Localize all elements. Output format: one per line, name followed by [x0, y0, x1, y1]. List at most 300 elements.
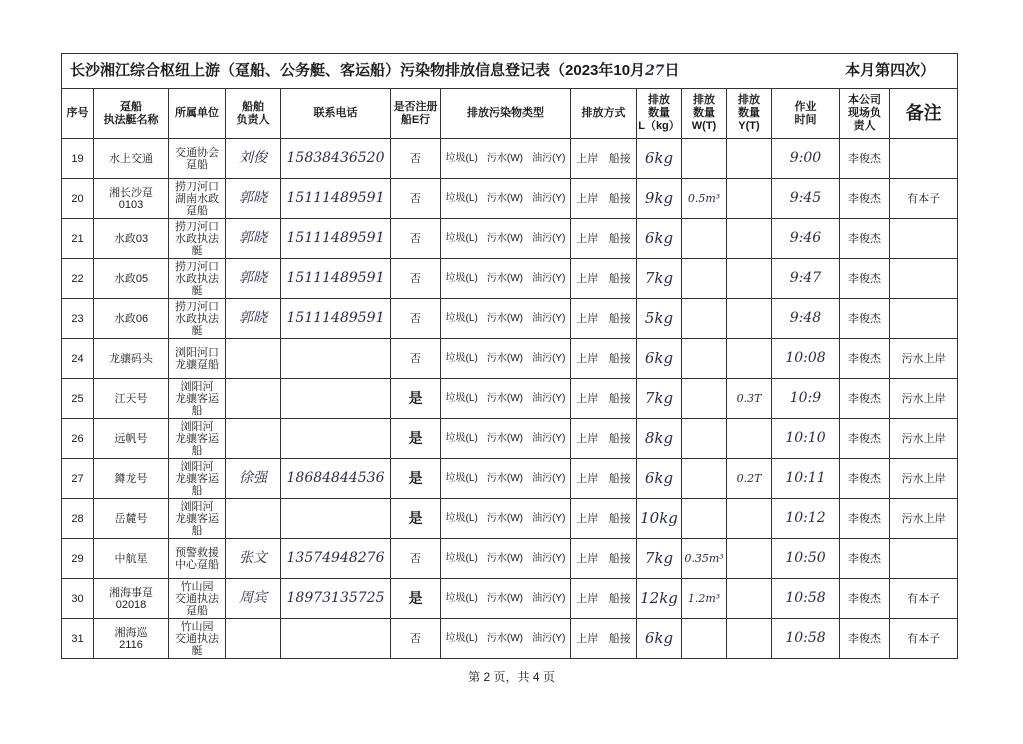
cell-registered-text: 否 [410, 272, 421, 285]
cell-time-text: 9:46 [789, 230, 822, 246]
cell-phone [281, 379, 391, 419]
cell-seq-text: 24 [71, 352, 84, 365]
pollutant-option-sewage: 污水(W) [486, 512, 523, 524]
cell-time-text: 9:00 [789, 150, 822, 166]
pollutant-option-oil: 油污(Y) [532, 552, 566, 564]
cell-seq-text: 26 [71, 432, 84, 445]
cell-vessel-name [94, 299, 169, 339]
cell-registered [391, 539, 441, 579]
cell-qty-w [682, 419, 727, 459]
cell-pollutant-type [441, 219, 571, 259]
header-time: 作业 时间 [772, 89, 840, 139]
pollutant-option-oil: 油污(Y) [532, 432, 566, 444]
cell-seq-text: 22 [71, 272, 84, 285]
cell-unit-text: 浏阳河 龙骧客运 船 [175, 500, 219, 537]
cell-onsite-text: 李俊杰 [848, 392, 881, 405]
header-registered: 是否注册 船E行 [391, 89, 441, 139]
table-row [62, 499, 958, 539]
cell-owner [226, 139, 281, 179]
cell-qty-l-text: 6kg [644, 468, 674, 487]
header-qty-y: 排放 数量 Y(T) [727, 89, 772, 139]
cell-unit-text: 竹山园 交通执法 趸船 [175, 580, 219, 617]
cell-remark [890, 219, 958, 259]
cell-phone-text: 15111489591 [286, 270, 385, 286]
cell-registered [391, 499, 441, 539]
cell-vessel-name-text: 水政05 [113, 272, 149, 285]
title-main: 长沙湘江综合枢纽上游（趸船、公务艇、客运船）污染物排放信息登记表（2023年10月 [70, 62, 646, 79]
cell-time [772, 339, 840, 379]
table-row [62, 539, 958, 579]
cell-vessel-name [94, 419, 169, 459]
cell-seq [62, 179, 94, 219]
method-option-shore: 上岸 [576, 152, 599, 165]
cell-remark-text: 污水上岸 [901, 512, 946, 525]
pollutant-option-garbage: 垃圾(L) [445, 152, 478, 164]
cell-seq [62, 579, 94, 619]
cell-remark [890, 539, 958, 579]
cell-registered-text: 否 [410, 192, 421, 205]
cell-qty-l [637, 259, 682, 299]
cell-unit-text: 捞刀河口 湖南水政 趸船 [175, 180, 219, 217]
method-option-shore: 上岸 [576, 472, 599, 485]
cell-remark-text: 有本子 [907, 632, 941, 645]
pollutant-option-sewage: 污水(W) [486, 392, 523, 404]
cell-time [772, 139, 840, 179]
cell-onsite [840, 579, 890, 619]
table-row [62, 459, 958, 499]
cell-method [571, 299, 637, 339]
cell-owner [226, 379, 281, 419]
cell-phone [281, 539, 391, 579]
cell-remark-text: 污水上岸 [901, 472, 946, 485]
table-row [62, 579, 958, 619]
header-qty-w: 排放 数量 W(T) [682, 89, 727, 139]
cell-qty-l-text: 7kg [644, 548, 674, 567]
header-method: 排放方式 [571, 89, 637, 139]
cell-qty-l-text: 7kg [644, 268, 674, 287]
pollutant-option-garbage: 垃圾(L) [445, 352, 478, 364]
cell-qty-y [727, 139, 772, 179]
cell-phone [281, 459, 391, 499]
cell-time [772, 579, 840, 619]
cell-unit-text: 浏阳河 龙骧客运 船 [175, 460, 219, 497]
cell-qty-l-text: 5kg [644, 308, 674, 327]
pollutant-option-oil: 油污(Y) [532, 232, 566, 244]
cell-method [571, 539, 637, 579]
cell-owner [226, 539, 281, 579]
cell-phone-text: 15111489591 [286, 310, 385, 326]
cell-qty-l [637, 619, 682, 659]
cell-registered [391, 179, 441, 219]
cell-registered-text: 否 [410, 232, 421, 245]
cell-qty-w [682, 339, 727, 379]
cell-phone-text: 15111489591 [286, 230, 385, 246]
cell-registered-text: 是 [408, 389, 423, 406]
cell-qty-y-text: 0.2T [736, 471, 762, 485]
cell-method [571, 219, 637, 259]
cell-remark [890, 459, 958, 499]
cell-remark-text: 有本子 [907, 192, 941, 205]
cell-unit-text: 浏阳河口 龙骧趸船 [175, 346, 219, 371]
cell-owner [226, 459, 281, 499]
cell-unit [169, 299, 226, 339]
cell-time [772, 459, 840, 499]
pollutant-option-oil: 油污(Y) [532, 632, 566, 644]
method-option-shore: 上岸 [576, 632, 599, 645]
method-option-shore: 上岸 [576, 512, 599, 525]
cell-owner [226, 579, 281, 619]
cell-qty-w [682, 539, 727, 579]
cell-pollutant-type [441, 419, 571, 459]
header-unit: 所属单位 [169, 89, 226, 139]
cell-unit [169, 259, 226, 299]
header-row [62, 89, 958, 139]
cell-registered [391, 459, 441, 499]
cell-time [772, 539, 840, 579]
table-row [62, 339, 958, 379]
pollutant-option-garbage: 垃圾(L) [445, 432, 478, 444]
cell-qty-l [637, 139, 682, 179]
page-footer: 第 2 页，共 4 页 [468, 670, 555, 684]
cell-qty-w [682, 139, 727, 179]
cell-seq [62, 259, 94, 299]
cell-vessel-name-text: 湘海巡 2116 [114, 626, 148, 651]
cell-owner [226, 179, 281, 219]
cell-registered-text: 是 [408, 429, 423, 446]
cell-method [571, 259, 637, 299]
cell-phone [281, 219, 391, 259]
pollutant-option-oil: 油污(Y) [532, 272, 566, 284]
cell-qty-w [682, 219, 727, 259]
cell-remark [890, 379, 958, 419]
cell-unit-text: 竹山园 交通执法 艇 [175, 620, 219, 657]
cell-seq [62, 419, 94, 459]
pollutant-option-oil: 油污(Y) [532, 512, 566, 524]
cell-time [772, 299, 840, 339]
cell-vessel-name [94, 539, 169, 579]
method-option-ship: 船接 [608, 272, 631, 285]
header-phone: 联系电话 [281, 89, 391, 139]
cell-onsite [840, 619, 890, 659]
cell-qty-y [727, 339, 772, 379]
cell-owner-text: 周宾 [239, 590, 267, 606]
cell-pollutant-type [441, 179, 571, 219]
cell-vessel-name-text: 岳麓号 [114, 512, 148, 525]
cell-registered [391, 219, 441, 259]
pollutant-option-sewage: 污水(W) [486, 192, 523, 204]
method-option-ship: 船接 [608, 392, 631, 405]
cell-registered [391, 379, 441, 419]
cell-unit [169, 219, 226, 259]
method-option-ship: 船接 [608, 512, 631, 525]
pollutant-option-garbage: 垃圾(L) [445, 192, 478, 204]
cell-onsite [840, 339, 890, 379]
cell-qty-y [727, 539, 772, 579]
cell-owner-text: 郭晓 [239, 190, 267, 206]
cell-time-text: 10:11 [785, 470, 826, 486]
cell-method [571, 139, 637, 179]
cell-owner-text: 徐强 [239, 470, 267, 486]
pollutant-option-sewage: 污水(W) [486, 552, 523, 564]
cell-unit [169, 499, 226, 539]
cell-seq [62, 379, 94, 419]
pollutant-option-garbage: 垃圾(L) [445, 512, 478, 524]
header-qty-l: 排放 数量 L（kg） [637, 89, 682, 139]
cell-onsite [840, 179, 890, 219]
pollutant-option-garbage: 垃圾(L) [445, 472, 478, 484]
cell-owner [226, 339, 281, 379]
pollutant-option-sewage: 污水(W) [486, 632, 523, 644]
cell-unit [169, 139, 226, 179]
cell-qty-l [637, 299, 682, 339]
header-seq: 序号 [62, 89, 94, 139]
method-option-ship: 船接 [608, 552, 631, 565]
cell-qty-l-text: 7kg [644, 388, 674, 407]
cell-unit-text: 捞刀河口 水政执法 艇 [175, 220, 219, 257]
method-option-shore: 上岸 [576, 272, 599, 285]
cell-qty-y-text: 0.3T [736, 391, 762, 405]
cell-registered [391, 259, 441, 299]
cell-registered-text: 是 [408, 469, 423, 486]
cell-pollutant-type [441, 339, 571, 379]
cell-qty-l [637, 419, 682, 459]
cell-seq-text: 29 [71, 552, 84, 565]
cell-qty-w [682, 299, 727, 339]
cell-remark-text: 污水上岸 [901, 392, 946, 405]
cell-registered [391, 339, 441, 379]
cell-phone-text: 15838436520 [286, 150, 385, 166]
method-option-ship: 船接 [608, 432, 631, 445]
cell-qty-l-text: 6kg [644, 228, 674, 247]
pollutant-option-sewage: 污水(W) [486, 312, 523, 324]
cell-vessel-name-text: 龙骧码头 [109, 352, 153, 365]
cell-vessel-name-text: 水上交通 [109, 152, 153, 165]
cell-unit [169, 339, 226, 379]
cell-pollutant-type [441, 299, 571, 339]
cell-owner-text: 刘俊 [239, 150, 267, 166]
cell-remark [890, 499, 958, 539]
cell-qty-y [727, 219, 772, 259]
cell-vessel-name-text: 远帆号 [114, 432, 148, 445]
cell-time-text: 9:47 [789, 270, 822, 286]
cell-pollutant-type [441, 579, 571, 619]
cell-time-text: 9:48 [789, 310, 822, 326]
cell-qty-w [682, 259, 727, 299]
cell-qty-w [682, 459, 727, 499]
cell-qty-l-text: 8kg [644, 428, 674, 447]
cell-qty-l [637, 339, 682, 379]
method-option-ship: 船接 [608, 352, 631, 365]
cell-seq [62, 459, 94, 499]
cell-qty-l-text: 6kg [644, 628, 674, 647]
cell-pollutant-type [441, 539, 571, 579]
cell-method [571, 579, 637, 619]
cell-qty-l [637, 499, 682, 539]
cell-pollutant-type [441, 259, 571, 299]
form-title [62, 54, 958, 89]
cell-onsite-text: 李俊杰 [848, 552, 881, 565]
cell-time-text: 9:45 [789, 190, 822, 206]
cell-vessel-name [94, 379, 169, 419]
cell-unit [169, 179, 226, 219]
method-option-shore: 上岸 [576, 232, 599, 245]
cell-qty-l [637, 459, 682, 499]
cell-onsite-text: 李俊杰 [848, 352, 881, 365]
method-option-shore: 上岸 [576, 432, 599, 445]
cell-qty-l [637, 179, 682, 219]
pollutant-option-sewage: 污水(W) [486, 352, 523, 364]
method-option-ship: 船接 [608, 312, 631, 325]
cell-qty-l [637, 579, 682, 619]
cell-qty-y [727, 459, 772, 499]
cell-onsite-text: 李俊杰 [848, 472, 881, 485]
cell-registered-text: 否 [410, 312, 421, 325]
cell-registered-text: 否 [410, 632, 421, 645]
cell-seq [62, 539, 94, 579]
cell-seq-text: 27 [71, 472, 84, 485]
cell-method [571, 179, 637, 219]
cell-seq [62, 139, 94, 179]
cell-seq-text: 19 [71, 152, 84, 165]
table-body [62, 139, 958, 659]
header-remark: 备注 [890, 89, 958, 139]
header-onsite: 本公司 现场负 责人 [840, 89, 890, 139]
cell-time [772, 619, 840, 659]
cell-vessel-name-text: 水政06 [113, 312, 149, 325]
cell-remark-text: 污水上岸 [901, 352, 946, 365]
cell-vessel-name [94, 459, 169, 499]
cell-registered [391, 419, 441, 459]
cell-time-text: 10:9 [789, 390, 822, 406]
cell-phone [281, 419, 391, 459]
cell-qty-y [727, 619, 772, 659]
cell-registered [391, 579, 441, 619]
cell-onsite-text: 李俊杰 [848, 232, 881, 245]
cell-registered-text: 是 [408, 589, 423, 606]
pollutant-option-sewage: 污水(W) [486, 272, 523, 284]
cell-phone [281, 259, 391, 299]
cell-remark [890, 179, 958, 219]
method-option-ship: 船接 [608, 632, 631, 645]
cell-registered-text: 是 [408, 509, 423, 526]
pollutant-option-oil: 油污(Y) [532, 352, 566, 364]
cell-phone [281, 339, 391, 379]
cell-remark [890, 339, 958, 379]
cell-vessel-name [94, 339, 169, 379]
cell-onsite [840, 499, 890, 539]
cell-pollutant-type [441, 459, 571, 499]
cell-phone-text: 13574948276 [286, 550, 385, 566]
cell-seq [62, 219, 94, 259]
cell-seq [62, 499, 94, 539]
cell-onsite-text: 李俊杰 [848, 432, 881, 445]
cell-owner [226, 619, 281, 659]
method-option-shore: 上岸 [576, 312, 599, 325]
cell-unit [169, 379, 226, 419]
table-row [62, 139, 958, 179]
cell-phone [281, 299, 391, 339]
cell-qty-l-text: 6kg [644, 348, 674, 367]
cell-owner-text: 张文 [239, 550, 267, 566]
cell-vessel-name [94, 259, 169, 299]
title-batch: 本月第四次） [845, 62, 936, 79]
table-row [62, 179, 958, 219]
method-option-ship: 船接 [608, 232, 631, 245]
cell-qty-y [727, 259, 772, 299]
cell-owner [226, 419, 281, 459]
method-option-ship: 船接 [608, 592, 631, 605]
cell-registered [391, 139, 441, 179]
cell-phone [281, 179, 391, 219]
cell-onsite-text: 李俊杰 [848, 592, 881, 605]
cell-onsite [840, 139, 890, 179]
method-option-shore: 上岸 [576, 592, 599, 605]
cell-qty-l [637, 539, 682, 579]
table-row [62, 419, 958, 459]
cell-qty-y [727, 179, 772, 219]
cell-registered-text: 否 [410, 152, 421, 165]
pollutant-option-sewage: 污水(W) [486, 152, 523, 164]
pollutant-option-garbage: 垃圾(L) [445, 312, 478, 324]
cell-time-text: 10:12 [785, 510, 826, 526]
cell-registered [391, 619, 441, 659]
cell-vessel-name [94, 579, 169, 619]
cell-remark [890, 259, 958, 299]
cell-phone [281, 619, 391, 659]
cell-unit-text: 捞刀河口 水政执法 艇 [175, 300, 219, 337]
cell-qty-l [637, 379, 682, 419]
cell-seq [62, 339, 94, 379]
cell-pollutant-type [441, 499, 571, 539]
cell-onsite [840, 379, 890, 419]
pollutant-option-garbage: 垃圾(L) [445, 632, 478, 644]
pollutant-option-garbage: 垃圾(L) [445, 552, 478, 564]
cell-vessel-name [94, 139, 169, 179]
cell-owner-text: 郭晓 [239, 310, 267, 326]
method-option-ship: 船接 [608, 472, 631, 485]
cell-registered-text: 否 [410, 552, 421, 565]
cell-onsite-text: 李俊杰 [848, 152, 881, 165]
cell-unit [169, 459, 226, 499]
pollutant-option-oil: 油污(Y) [532, 152, 566, 164]
pollutant-option-garbage: 垃圾(L) [445, 272, 478, 284]
cell-qty-w [682, 499, 727, 539]
method-option-shore: 上岸 [576, 192, 599, 205]
method-option-ship: 船接 [608, 192, 631, 205]
cell-qty-w [682, 579, 727, 619]
cell-qty-l [637, 219, 682, 259]
method-option-shore: 上岸 [576, 552, 599, 565]
cell-onsite [840, 259, 890, 299]
cell-vessel-name [94, 219, 169, 259]
cell-remark [890, 419, 958, 459]
cell-time-text: 10:10 [785, 430, 826, 446]
cell-onsite-text: 李俊杰 [848, 312, 881, 325]
cell-unit-text: 预警救援 中心趸船 [175, 546, 219, 571]
pollutant-option-oil: 油污(Y) [532, 592, 566, 604]
cell-seq-text: 20 [71, 192, 84, 205]
cell-seq-text: 31 [71, 632, 84, 645]
cell-qty-l-text: 6kg [644, 148, 674, 167]
cell-time [772, 259, 840, 299]
cell-time-text: 10:50 [785, 550, 826, 566]
cell-onsite-text: 李俊杰 [848, 512, 881, 525]
cell-remark [890, 139, 958, 179]
header-owner: 船舶 负责人 [226, 89, 281, 139]
cell-onsite [840, 219, 890, 259]
cell-time [772, 219, 840, 259]
cell-qty-w [682, 179, 727, 219]
